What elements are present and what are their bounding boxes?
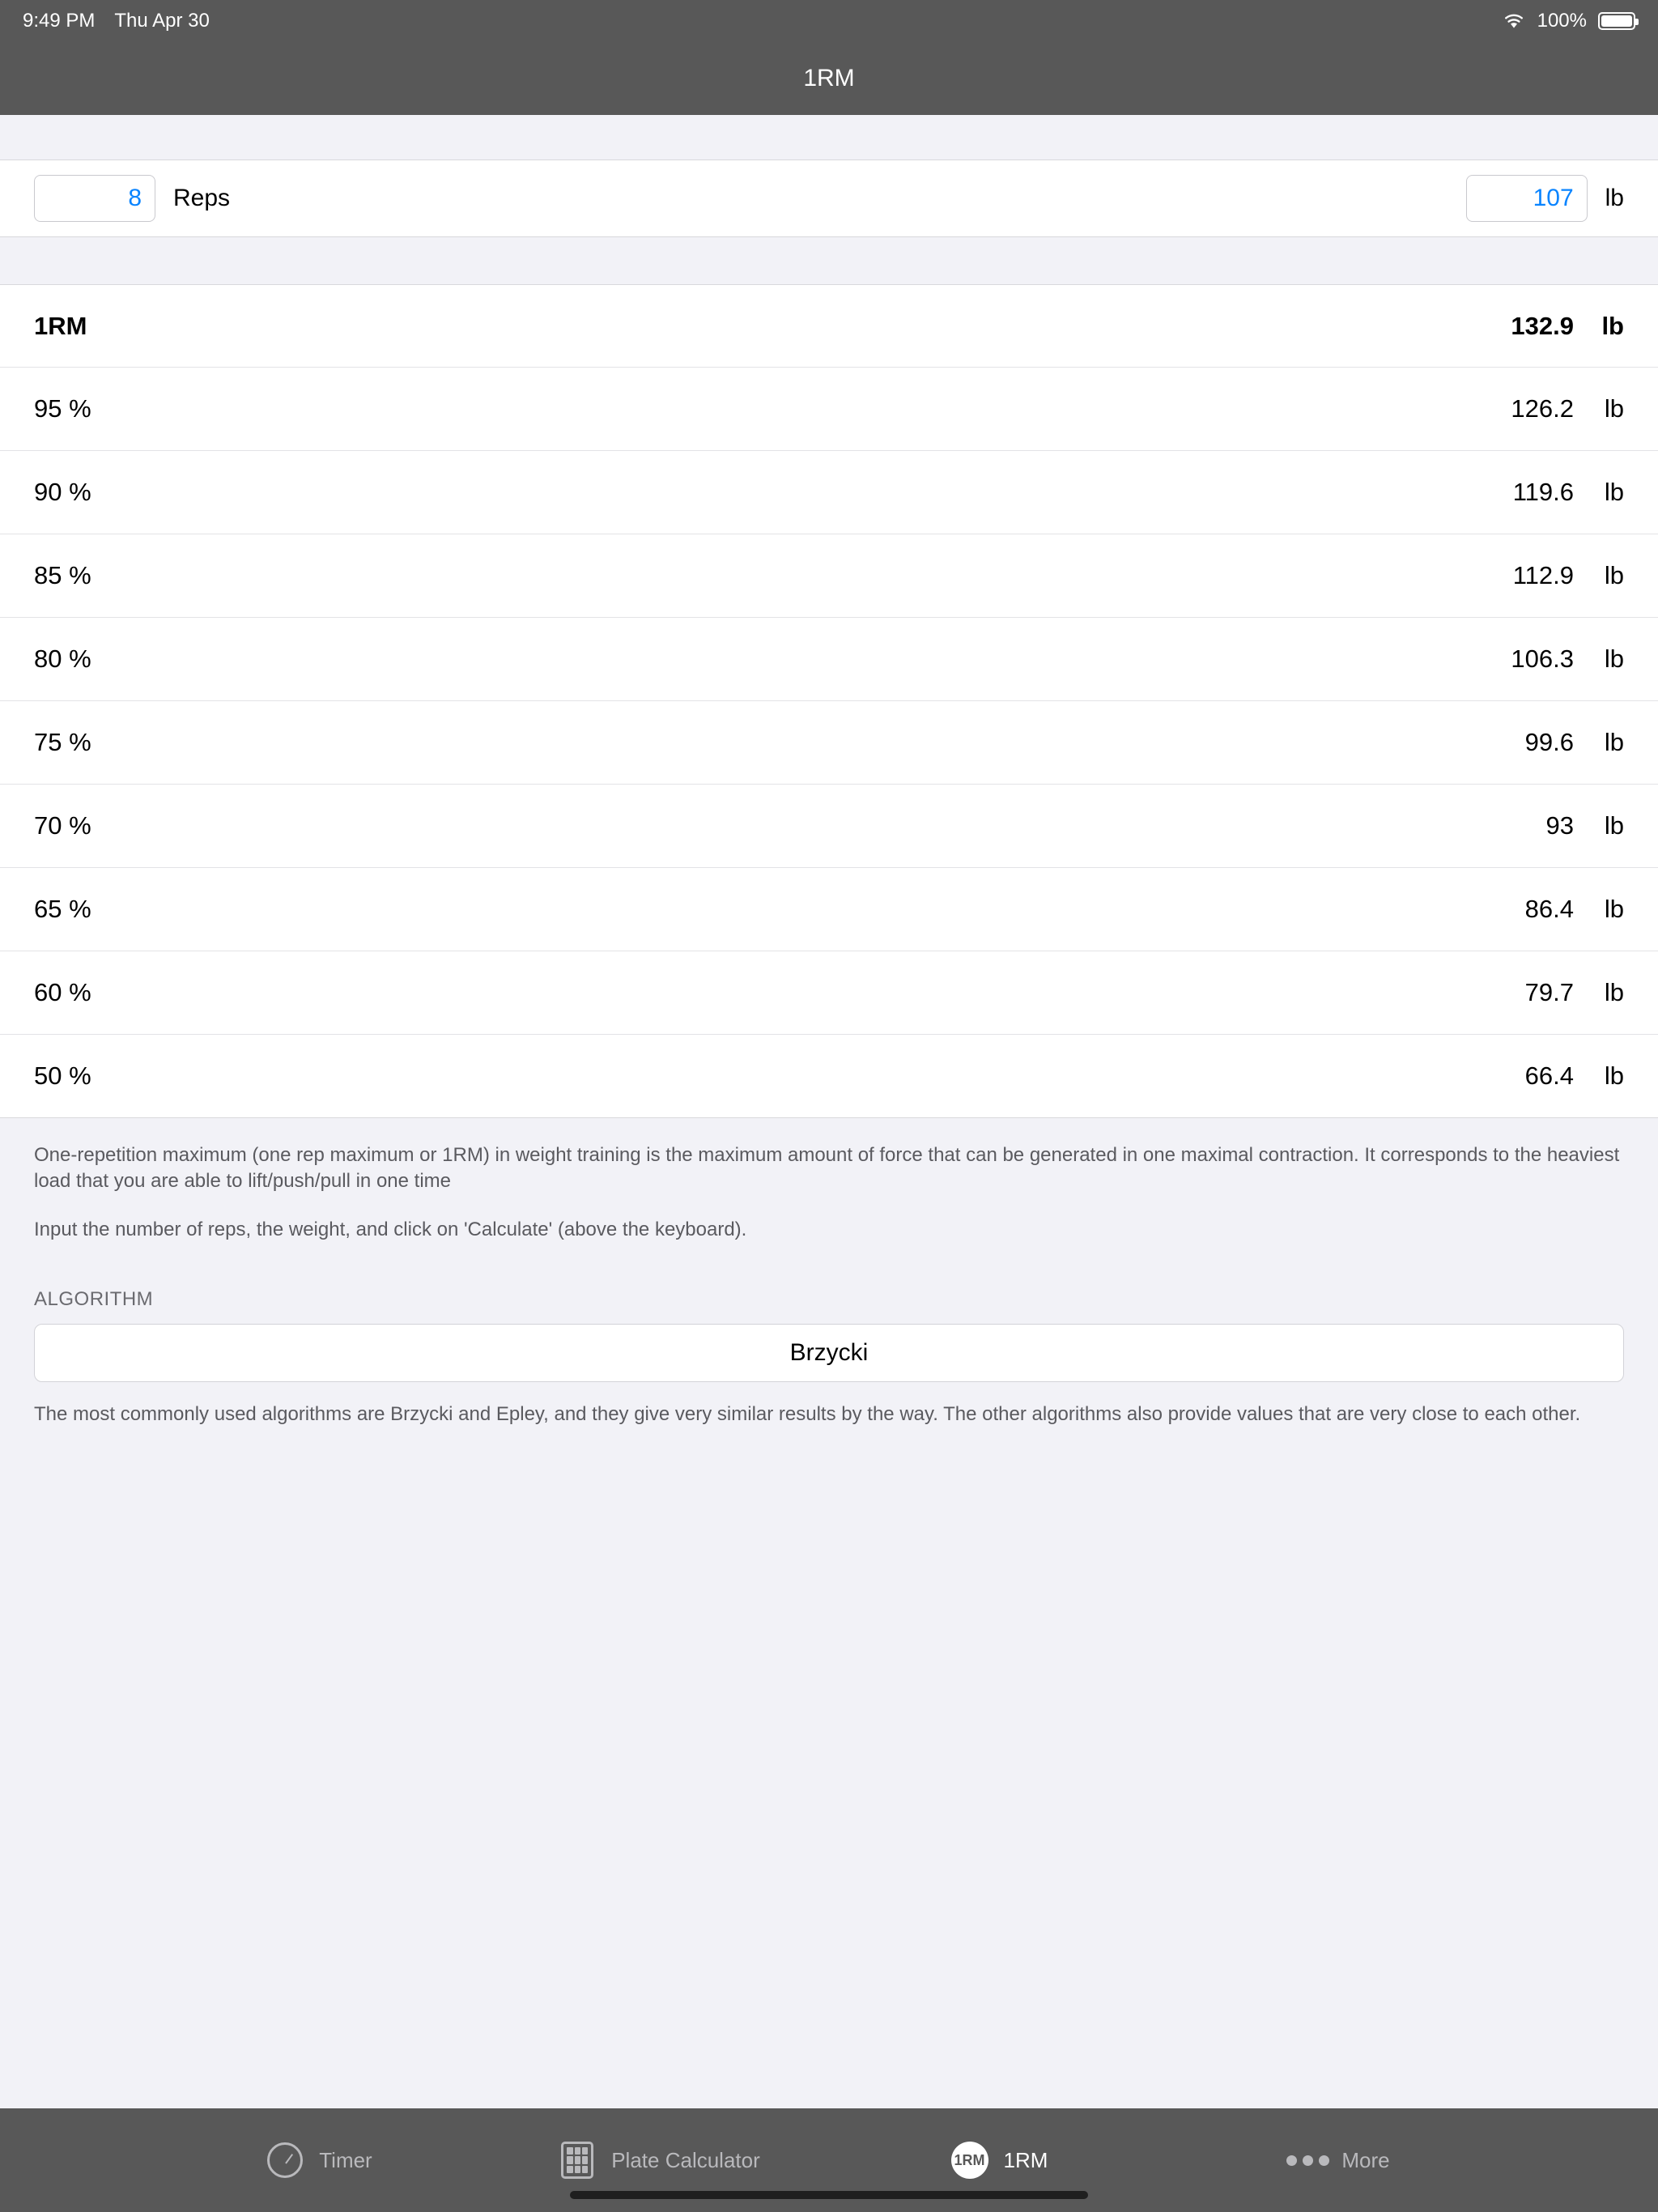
row-value: 106.3	[1511, 644, 1574, 673]
tab-1rm[interactable]	[829, 2141, 1169, 2180]
row-value: 112.9	[1512, 561, 1574, 589]
weight-unit-label: lb	[1605, 185, 1624, 211]
row-label: 85 %	[34, 561, 91, 589]
top-spacer	[0, 115, 1658, 160]
row-value: 86.4	[1524, 895, 1574, 923]
row-unit: lb	[1604, 394, 1624, 423]
status-bar-right	[1502, 10, 1635, 32]
row-unit: lb	[1604, 728, 1624, 756]
section-spacer	[0, 237, 1658, 284]
table-row	[0, 1035, 1658, 1118]
wifi-icon	[1502, 12, 1526, 30]
row-label: 1RM	[34, 311, 87, 340]
row-unit: lb	[1604, 478, 1624, 506]
row-unit: lb	[1601, 311, 1624, 340]
row-unit: lb	[1604, 811, 1624, 840]
row-value: 119.6	[1512, 478, 1574, 506]
description-paragraph-1: One-repetition maximum (one rep maximum or 1RM) in weight training is the maximum amount of force that can be generated in one maximal contraction. It corresponds to the heaviest load that you are able to lift/push/pull in one time	[34, 1144, 1620, 1193]
reps-label: Reps	[173, 185, 231, 211]
row-value: 66.4	[1524, 1061, 1574, 1090]
status-bar-left	[23, 10, 210, 32]
row-unit: lb	[1604, 561, 1624, 589]
table-row	[0, 368, 1658, 451]
table-row	[0, 701, 1658, 785]
algorithm-section-header: ALGORITHM	[0, 1243, 1658, 1324]
row-label: 65 %	[34, 895, 91, 923]
status-bar	[0, 0, 1658, 42]
one-rm-icon: 1RM	[950, 2141, 989, 2180]
calculator-icon	[558, 2141, 597, 2180]
table-row	[0, 785, 1658, 868]
row-label: 75 %	[34, 728, 91, 756]
status-time: 9:49 PM	[23, 10, 96, 32]
tab-label: Timer	[319, 2147, 372, 2172]
row-label: 80 %	[34, 644, 91, 673]
row-unit: lb	[1604, 1061, 1624, 1090]
algorithm-selected-label: Brzycki	[789, 1339, 869, 1367]
tab-label: More	[1341, 2147, 1390, 2172]
table-row	[0, 618, 1658, 701]
nav-bar	[0, 42, 1658, 115]
table-row	[0, 451, 1658, 534]
tab-more[interactable]	[1169, 2141, 1509, 2180]
table-row	[0, 868, 1658, 951]
row-value: 79.7	[1524, 978, 1574, 1006]
battery-percent: 100%	[1537, 10, 1587, 32]
timer-icon	[266, 2141, 304, 2180]
row-value: 93	[1545, 811, 1574, 840]
tab-bar	[0, 2108, 1658, 2212]
row-unit: lb	[1604, 895, 1624, 923]
table-row-1rm	[0, 284, 1658, 368]
battery-icon	[1598, 12, 1635, 30]
weight-input[interactable]	[1466, 175, 1588, 222]
tab-timer[interactable]	[149, 2141, 489, 2180]
algorithm-note: The most commonly used algorithms are Brzycki and Epley, and they give very similar results by the way. The other algorithms also provide values that are very close to each other.	[0, 1382, 1658, 1427]
ellipsis-icon	[1288, 2141, 1327, 2180]
reps-input[interactable]	[34, 175, 155, 222]
results-table	[0, 284, 1658, 1118]
row-label: 60 %	[34, 978, 91, 1006]
row-label: 95 %	[34, 394, 91, 423]
row-label: 70 %	[34, 811, 91, 840]
row-value: 99.6	[1524, 728, 1574, 756]
description-block	[0, 1118, 1658, 1243]
row-value: 126.2	[1511, 394, 1574, 423]
row-unit: lb	[1604, 644, 1624, 673]
row-label: 50 %	[34, 1061, 91, 1090]
status-date: Thu Apr 30	[114, 10, 210, 32]
tab-label: 1RM	[1003, 2147, 1048, 2172]
table-row	[0, 951, 1658, 1035]
table-row	[0, 534, 1658, 618]
row-label: 90 %	[34, 478, 91, 506]
home-indicator	[570, 2191, 1088, 2199]
tab-plate-calculator[interactable]	[489, 2141, 829, 2180]
tab-label: Plate Calculator	[611, 2147, 760, 2172]
main-content	[0, 115, 1658, 2108]
row-value: 132.9	[1511, 311, 1574, 340]
description-paragraph-2: Input the number of reps, the weight, and click on 'Calculate' (above the keyboard).	[34, 1219, 747, 1241]
page-title: 1RM	[803, 65, 855, 91]
algorithm-select[interactable]	[34, 1324, 1624, 1382]
row-unit: lb	[1604, 978, 1624, 1006]
algorithm-select-wrap	[0, 1324, 1658, 1382]
input-row	[0, 160, 1658, 237]
